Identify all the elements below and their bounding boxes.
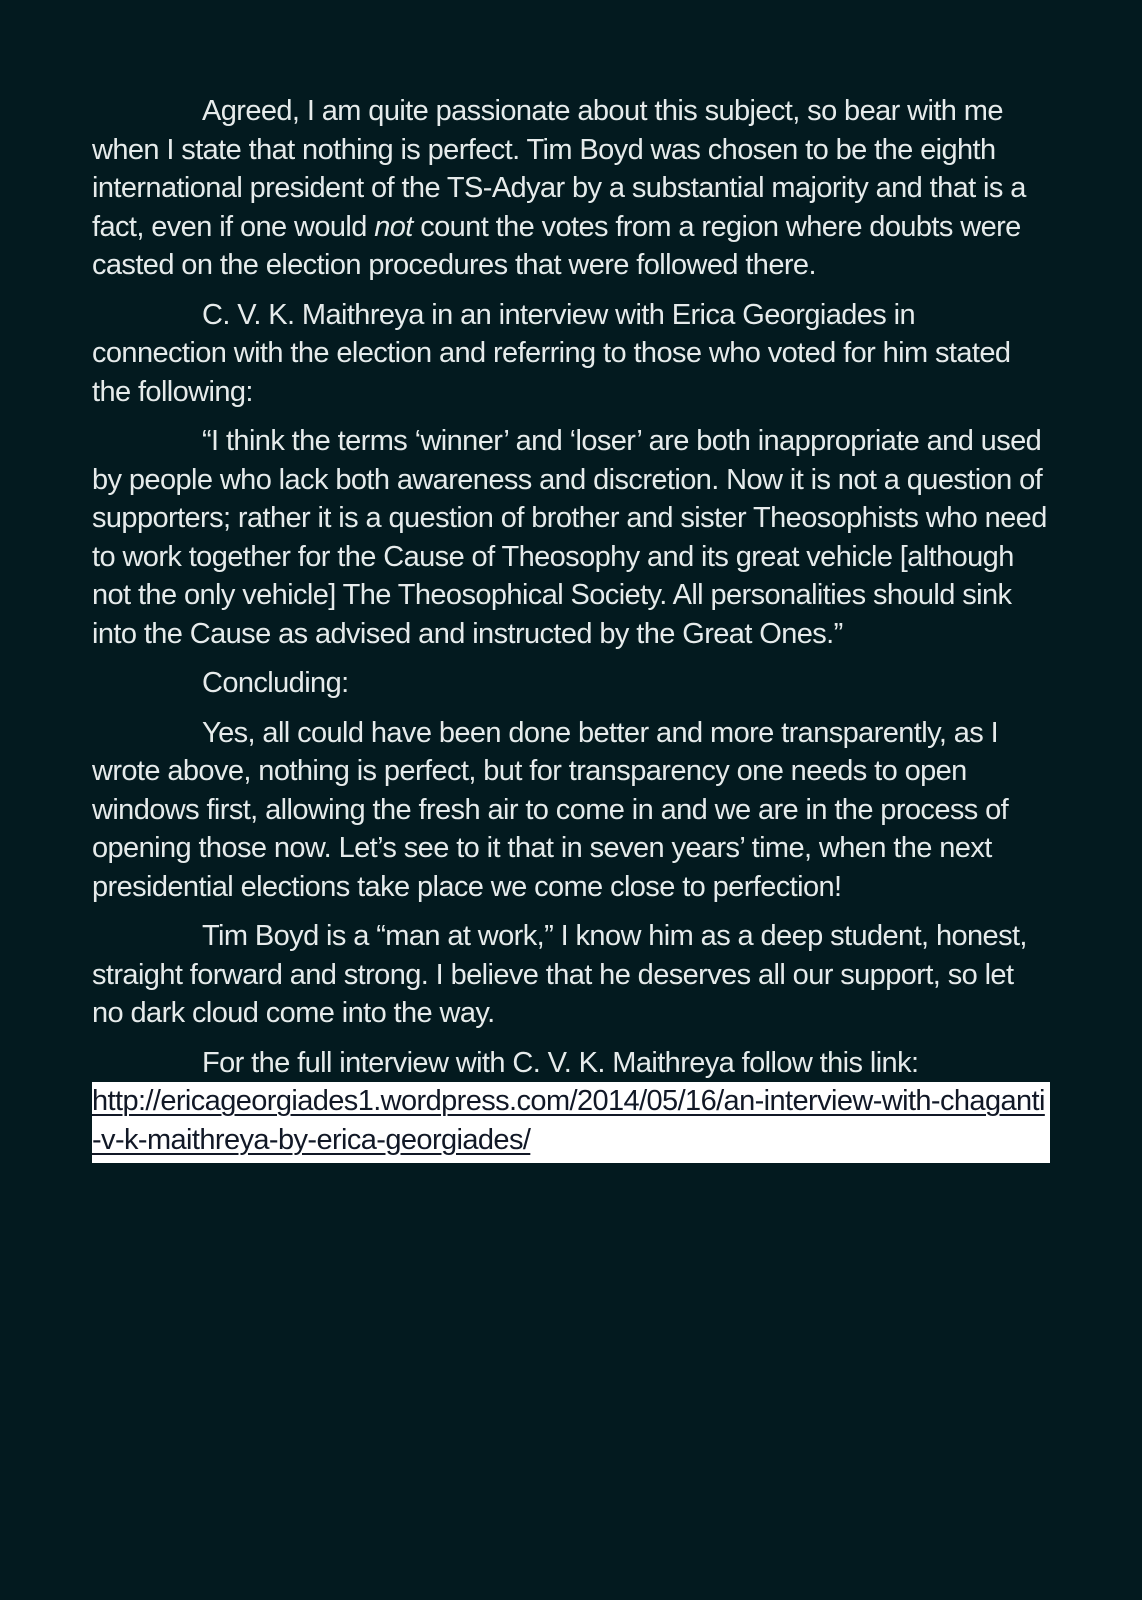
paragraph-1-text-before: Agreed, I am quite passionate about this subject, so bear with me when I state that nothing is perfect. Tim Boyd was chosen to be the eighth international president of the TS-Adyar by a substantial majority and that is a fact, even if one would [92, 95, 1026, 243]
paragraph-quote: “I think the terms ‘winner’ and ‘loser’ are both inappropriate and used by people who lack both awareness and discretion. Now it is not a question of supporters; rather it is a question of brother and sister Theosophists who need to work together for the Cause of Theosophy and its great vehicle [although not the only vehicle] The Theosophical Society. All personalities should sink into the Cause as advised and instructed by the Great Ones.” [92, 425, 1047, 650]
paragraph-1-text-after: count the votes from a region where doubts were casted on the election procedures that were followed there. [92, 210, 1021, 281]
paragraph-election-result [92, 92, 1050, 285]
link-container [92, 1082, 1050, 1163]
paragraph-tim-boyd: Tim Boyd is a “man at work,” I know him as a deep student, honest, straight forward and strong. I believe that he deserves all our support, so let no dark cloud come into the way. [92, 920, 1027, 1029]
paragraph-conclusion: Yes, all could have been done better and more transparently, as I wrote above, nothing is perfect, but for transparency one needs to open windows first, allowing the fresh air to come in and we are in the process of opening those now. Let’s see to it that in seven years’ time, when the next presidential elections take place we come close to perfection! [92, 716, 1009, 903]
interview-link[interactable]: http://ericageorgiades1.wordpress.com/2014/05/16/an-interview-with-chaganti-v-k-maithreya-by-erica-georgiades/ [92, 1085, 1045, 1156]
paragraph-1-emphasis: not [374, 210, 413, 243]
paragraph-interview-intro: C. V. K. Maithreya in an interview with Erica Georgiades in connection with the election and referring to those who voted for him stated the following: [92, 298, 1011, 408]
document-body [92, 92, 1050, 1163]
paragraph-link-intro: For the full interview with C. V. K. Maithreya follow this link: [202, 1046, 919, 1079]
paragraph-concluding-heading: Concluding: [202, 667, 349, 699]
